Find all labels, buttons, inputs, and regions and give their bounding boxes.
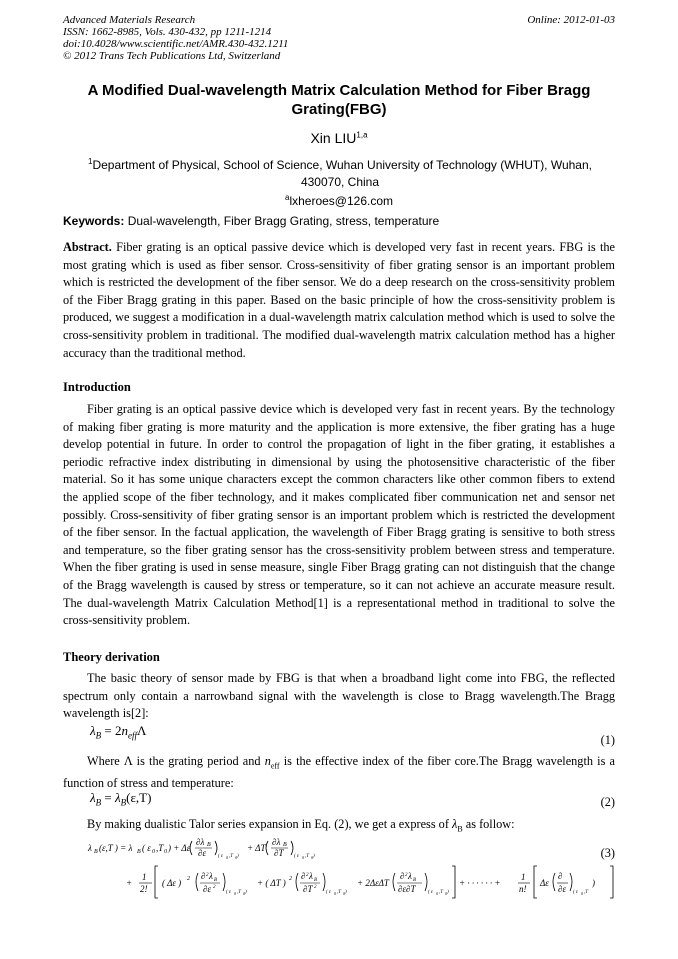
svg-text:+ 2ΔεΔT: + 2ΔεΔT <box>357 878 389 888</box>
svg-text:0: 0 <box>235 855 237 860</box>
svg-text:2: 2 <box>314 885 317 890</box>
svg-text:+ ( ΔT ): + ( ΔT ) <box>257 878 286 888</box>
equation-3 <box>82 833 592 899</box>
paper-title: A Modified Dual-wavelength Matrix Calculation Method for Fiber Bragg Grating(FBG) <box>87 82 591 118</box>
theory-paragraph-3: By making dualistic Talor series expansion in Eq. (2), we get a express of $\lambda_B$ as follow: <box>87 817 515 834</box>
svg-text:∂T: ∂T <box>303 884 313 894</box>
journal-header <box>63 14 615 62</box>
intro-heading: Introduction <box>63 380 131 394</box>
svg-text:∂λ: ∂λ <box>272 837 281 847</box>
author-sup: 1,a <box>356 130 368 140</box>
svg-text:): ) <box>447 890 449 895</box>
equation-1-number: (1) <box>600 733 615 747</box>
email-text: lxheroes@126.com <box>289 194 394 208</box>
svg-text:∂ε∂T: ∂ε∂T <box>398 884 416 894</box>
svg-text:B: B <box>283 842 287 848</box>
equation-3-number: (3) <box>600 846 615 860</box>
svg-text:): ) <box>592 878 595 888</box>
svg-text:0: 0 <box>581 891 583 896</box>
keywords-text: Dual-wavelength, Fiber Bragg Grating, stress, temperature <box>127 214 440 228</box>
svg-text:B: B <box>214 878 218 883</box>
svg-text:0: 0 <box>334 891 336 896</box>
svg-text:( Δε ): ( Δε ) <box>162 878 182 888</box>
svg-text:( ε: ( ε <box>218 854 223 859</box>
svg-text:0: 0 <box>343 891 345 896</box>
svg-text:,T: ,T <box>305 854 310 859</box>
svg-text:0: 0 <box>436 891 438 896</box>
svg-text:λ: λ <box>309 871 313 881</box>
abstract <box>63 239 615 362</box>
author-name: Xin LIU <box>310 130 357 146</box>
email-sup: a <box>284 193 290 202</box>
svg-text:B: B <box>137 849 141 855</box>
svg-text:+ ΔT: + ΔT <box>247 843 266 853</box>
svg-text:0: 0 <box>302 855 304 860</box>
svg-text:1: 1 <box>142 872 147 882</box>
svg-text:( ε: ( ε <box>573 890 578 895</box>
svg-text:∂λ: ∂λ <box>196 837 205 847</box>
abstract-label: Abstract. <box>63 240 112 254</box>
svg-text:+ · · · · · · +: + · · · · · · + <box>459 878 501 888</box>
svg-text:( ε: ( ε <box>326 890 331 895</box>
author <box>0 130 678 146</box>
svg-text:0: 0 <box>164 849 167 855</box>
svg-text:2!: 2! <box>140 884 148 894</box>
svg-text:0: 0 <box>445 891 447 896</box>
svg-text:( ε: ( ε <box>428 890 433 895</box>
svg-text:n!: n! <box>519 884 527 894</box>
intro-paragraph: Fiber grating is an optical passive device which is developed very fast in recent years. By the technology of making fiber grating is more maturity and the application is more extensive, the fiber grating has a huge develop potential in future. In order to control the propagation of light in the fiber grating, it establishes a periodic refractive index distributing in dimensional by using the photosensitive characteristic of the fiber material. So it has some unique characters except the common characters like other common fibers to extend the applied scope of the fiber technology, and it makes complicated fiber communication net and sensor net possibly. Cross-sensitivity of fiber grating sensor is an important problem which is restricted the development of the fiber sensor. In the factual application, the wavelength of Fiber Bragg grating is sensitive to both stress and temperature, so the fiber grating sensor has the cross-sensitivity problem between stress and temperature. When the fiber grating is used in sense measure, single Fiber Bragg grating can not distinguish that the change of the Bragg wavelength is caused by stress or temperature, so it can not achieve an accurate measure result. The dual-wavelength Matrix Calculation Method[1] is a representational method in traditional to solve the cross-sensitivity problem. <box>63 402 615 628</box>
svg-text:(ε,T ) = λ: (ε,T ) = λ <box>99 843 133 853</box>
svg-text:Δε: Δε <box>540 878 549 888</box>
svg-text:,T: ,T <box>237 890 242 895</box>
svg-text:2: 2 <box>289 876 292 882</box>
svg-text:∂: ∂ <box>301 871 306 881</box>
svg-text:2: 2 <box>213 885 216 890</box>
theory-paragraph-1: The basic theory of sensor made by FBG is that when a broadband light come into FBG, the reflected spectrum only contain a narrowband signal with the wavelength is close to Bragg wavelength.The Bragg wavelength is[2]: <box>63 671 615 721</box>
theory-heading: Theory derivation <box>63 650 160 664</box>
svg-text:0: 0 <box>311 855 313 860</box>
journal-name: Advanced Materials Research <box>63 14 196 26</box>
svg-text:,T: ,T <box>337 890 342 895</box>
svg-text:∂ε: ∂ε <box>203 884 211 894</box>
doi: doi:10.4028/www.scientific.net/AMR.430-432.1211 <box>63 38 289 50</box>
keywords <box>63 214 615 228</box>
equation-2: $\lambda_B = \lambda_B(\varepsilon,T)$ <box>90 790 152 808</box>
abstract-text: Fiber grating is an optical passive device which is developed very fast in recent years. FBG is the most grating which is used as fiber sensor. Cross-sensitivity of fiber grating sensor is an important problem which is restricted the development of the fiber sensor. We do a deep research on the cross-sensitivity problem of the Fiber Bragg grating in this paper. Based on the basic principle of how the cross-sensitivity problem is produced, we suggest a modification in a dual-wavelength matrix calculation method which is used to solve the cross-sensitivity problem in traditional. The modified dual-wavelength matrix calculation method has a higher accuracy than the traditional method. <box>63 240 615 360</box>
svg-text:B: B <box>94 849 98 855</box>
equation-1: $\lambda_B = 2n_{eff}\Lambda$ <box>90 723 147 741</box>
affiliation-sup: 1 <box>87 157 93 166</box>
theory-paragraph-2: Where Λ is the grating period and $n_{eff}$ is the effective index of the fiber core.The Bragg wavelength is a function of stress and temperature: <box>63 754 615 791</box>
svg-text:B: B <box>314 878 318 883</box>
copyright: © 2012 Trans Tech Publications Ltd, Switzerland <box>63 50 281 62</box>
svg-text:λ: λ <box>88 843 92 853</box>
svg-text:∂: ∂ <box>201 871 206 881</box>
svg-text:( ε: ( ε <box>226 890 231 895</box>
svg-text:0: 0 <box>234 891 236 896</box>
svg-text:( ε: ( ε <box>294 854 299 859</box>
svg-text:λ: λ <box>209 871 213 881</box>
svg-text:) + Δε: ) + Δε <box>168 843 191 853</box>
online-date: Online: 2012-01-03 <box>527 14 615 26</box>
svg-text:2: 2 <box>187 876 190 882</box>
svg-text:∂: ∂ <box>400 871 405 881</box>
svg-text:2: 2 <box>405 873 408 878</box>
svg-text:1: 1 <box>521 872 526 882</box>
equation-3-tail <box>592 864 616 900</box>
svg-text:B: B <box>413 878 417 883</box>
svg-text:0: 0 <box>226 855 228 860</box>
issn: ISSN: 1662-8985, Vols. 430-432, pp 1211-1214 <box>63 26 272 38</box>
affiliation-text: Department of Physical, School of Science, Wuhan University of Technology (WHUT), Wuhan, 430070, China <box>92 158 592 189</box>
svg-text:,T: ,T <box>156 843 164 853</box>
svg-text:λ: λ <box>408 871 412 881</box>
svg-text:,T: ,T <box>439 890 444 895</box>
svg-text:0: 0 <box>152 849 155 855</box>
svg-text:,T: ,T <box>584 890 589 895</box>
svg-text:): ) <box>245 890 247 895</box>
svg-text:2: 2 <box>206 873 209 878</box>
svg-text:2: 2 <box>306 873 309 878</box>
svg-text:( ε: ( ε <box>142 843 151 853</box>
keywords-label: Keywords: <box>63 214 125 228</box>
affiliation <box>70 153 610 191</box>
svg-text:∂ε: ∂ε <box>198 848 206 858</box>
svg-text:,T: ,T <box>229 854 234 859</box>
email <box>0 193 678 208</box>
svg-text:+: + <box>126 878 133 888</box>
svg-text:∂: ∂ <box>558 871 563 881</box>
svg-text:): ) <box>313 854 315 859</box>
svg-text:): ) <box>237 854 239 859</box>
equation-2-number: (2) <box>600 795 615 809</box>
svg-text:): ) <box>345 890 347 895</box>
svg-text:∂ε: ∂ε <box>558 884 566 894</box>
svg-text:∂T: ∂T <box>274 848 284 858</box>
svg-text:B: B <box>207 842 211 848</box>
svg-text:0: 0 <box>243 891 245 896</box>
